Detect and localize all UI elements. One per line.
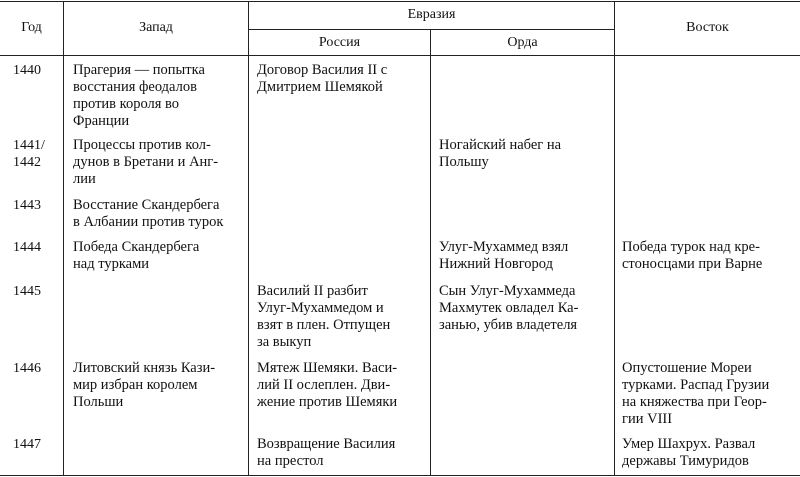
row-1440-west: Прагерия — попытка восстания феодалов против короля во Франции	[73, 62, 205, 129]
row-1443-west: Восстание Скандербега в Албании против турок	[73, 197, 224, 230]
header-east: Восток	[686, 20, 729, 35]
col-rule-horde	[614, 1, 615, 476]
header-russia: Россия	[318, 35, 361, 50]
row-1444-east: Победа турок над кре- стоносцами при Варне	[622, 239, 763, 272]
col-rule-west	[248, 1, 249, 476]
table-bottom-rule	[0, 475, 800, 476]
row-1444-west: Победа Скандербега над турками	[73, 239, 200, 272]
row-1447-year: 1447	[13, 437, 41, 452]
row-1441-west: Процессы против кол- дунов в Бретани и Анг- лии	[73, 137, 219, 187]
row-1444-year: 1444	[13, 240, 41, 255]
row-1441-horde: Ногайский набег на Польшу	[439, 137, 562, 170]
row-1440-year: 1440	[13, 63, 41, 78]
header-horde: Орда	[507, 35, 538, 50]
row-1445-horde: Сын Улуг-Мухаммеда Махмутек овладел Ка- занью, убив владетеля	[439, 283, 579, 333]
row-1445-year: 1445	[13, 284, 41, 299]
header-year: Год	[21, 20, 42, 35]
row-1444-horde: Улуг-Мухаммед взял Нижний Новгород	[439, 239, 569, 272]
row-1446-east: Опустошение Мореи турками. Распад Грузии на княжества при Геор- гии VIII	[622, 360, 770, 427]
row-1447-east: Умер Шахрух. Развал державы Тимуридов	[622, 436, 756, 469]
row-1446-russia: Мятеж Шемяки. Васи- лий II ослеплен. Дви- жение против Шемяки	[257, 360, 398, 410]
row-1440-russia: Договор Василия II с Дмитрием Шемякой	[257, 62, 388, 95]
row-1446-year: 1446	[13, 361, 41, 376]
eurasia-sub-rule	[248, 29, 614, 30]
row-1445-russia: Василий II разбит Улуг-Мухаммедом и взят в плен. Отпущен за выкуп	[257, 283, 391, 350]
col-rule-year	[63, 1, 64, 476]
row-1447-russia: Возвращение Василия на престол	[257, 436, 396, 469]
row-1441-year: 1441/ 1442	[13, 138, 45, 170]
header-west: Запад	[139, 20, 173, 35]
header-bottom-rule	[0, 55, 800, 56]
header-eurasia: Евразия	[407, 7, 456, 22]
row-1446-west: Литовский князь Кази- мир избран королем Польши	[73, 360, 216, 410]
row-1443-year: 1443	[13, 198, 41, 213]
table-top-rule	[0, 1, 800, 2]
col-rule-russia	[430, 29, 431, 476]
